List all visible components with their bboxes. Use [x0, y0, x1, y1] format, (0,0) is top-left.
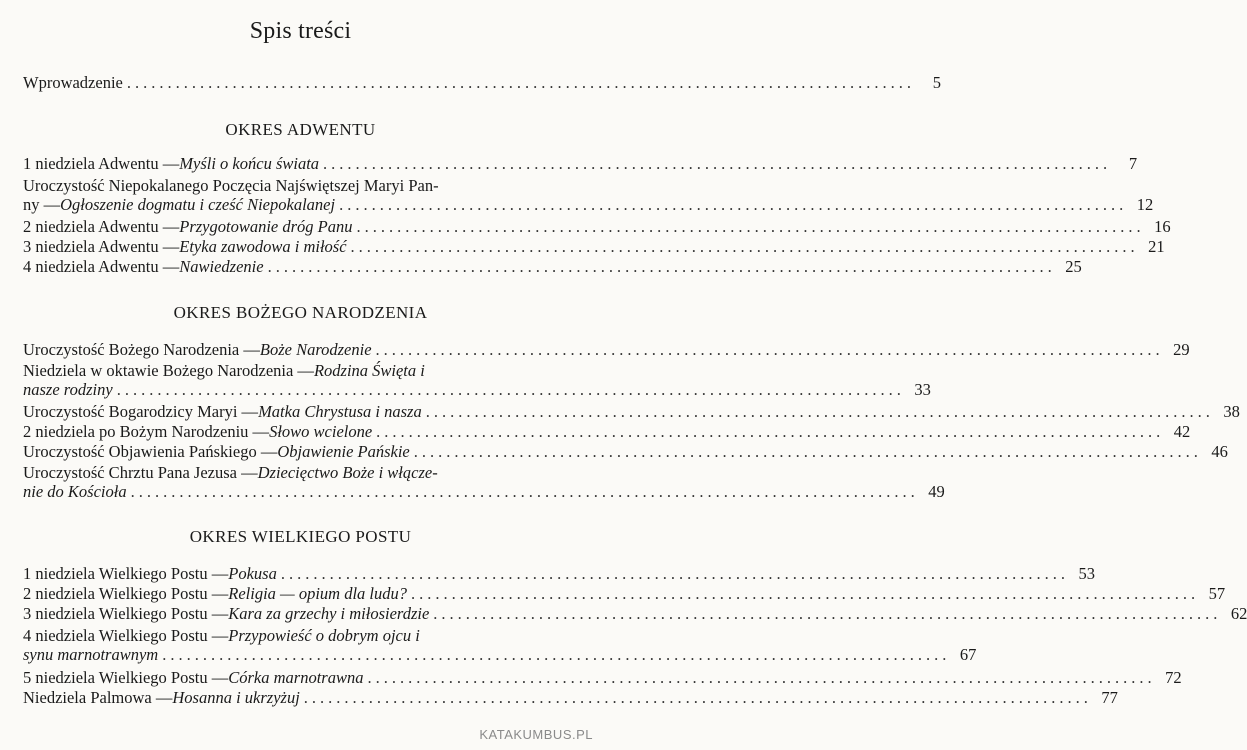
entry-subtitle: Dziecięctwo Boże i włącze- — [257, 463, 438, 482]
entry-subtitle-continued: synu marnotrawnym — [23, 645, 159, 664]
entry-title: 4 niedziela Wielkiego Postu — — [23, 626, 229, 645]
toc-entry — [23, 217, 1171, 236]
entry-subtitle: Etyka zawodowa i miłość — [179, 237, 347, 256]
leader-dots: ................................................................................................. — [280, 564, 1069, 583]
page-number: 46 — [1211, 442, 1228, 461]
leader-dots: ................................................................................................. — [267, 257, 1056, 276]
section-heading: OKRES ADWENTU — [225, 120, 376, 139]
leader-dots: ................................................................................................. — [411, 584, 1200, 603]
page-number: 67 — [959, 645, 977, 664]
page-number: 12 — [1136, 195, 1154, 214]
page-number: 72 — [1165, 668, 1182, 687]
leader-dots: ................................................................................................. — [413, 442, 1202, 461]
entry-title: 3 niedziela Adwentu — — [23, 237, 180, 256]
entry-title-continued: ny — — [23, 195, 61, 214]
toc-entry — [23, 257, 1082, 276]
entry-subtitle: Przygotowanie dróg Panu — [179, 217, 353, 236]
entry-title: Niedziela w oktawie Bożego Narodzenia — — [23, 361, 314, 380]
leader-dots: ................................................................................................. — [130, 482, 919, 501]
leader-dots: ................................................................................................. — [126, 73, 915, 92]
toc-entry — [23, 154, 1138, 173]
toc-entry — [23, 584, 1226, 603]
toc-entry — [23, 688, 1118, 707]
section-heading: OKRES WIELKIEGO POSTU — [189, 527, 412, 546]
leader-dots: ................................................................................................. — [375, 340, 1164, 359]
entry-title: 2 niedziela po Bożym Narodzeniu — — [23, 422, 270, 441]
entry-subtitle: Przypowieść o dobrym ojcu i — [228, 626, 420, 645]
entry-subtitle: Religia — opium dla ludu? — [228, 584, 407, 603]
leader-dots: ................................................................................................. — [339, 195, 1128, 214]
page-number: 57 — [1208, 584, 1226, 603]
entry-title: 4 niedziela Adwentu — — [23, 257, 180, 276]
toc-entry — [23, 564, 1095, 583]
toc-entry — [23, 402, 1240, 421]
toc-entry — [23, 176, 1154, 214]
entry-subtitle: Rodzina Święta i — [313, 361, 425, 380]
entry-subtitle: Nawiedzenie — [179, 257, 264, 276]
entry-title: 5 niedziela Wielkiego Postu — — [23, 668, 229, 687]
entry-subtitle: Pokusa — [228, 564, 277, 583]
entry-subtitle: Myśli o końcu świata — [179, 154, 320, 173]
entry-title: Uroczystość Niepokalanego Poczęcia Najświętszej Maryi Pan- — [23, 176, 439, 195]
entry-subtitle: Objawienie Pańskie — [277, 442, 410, 461]
entry-subtitle: Córka marnotrawna — [228, 668, 364, 687]
toc-entry — [23, 626, 977, 664]
page-title: Spis treści — [249, 18, 352, 44]
toc-entry — [23, 422, 1191, 441]
entry-subtitle: Ogłoszenie dogmatu i cześć Niepokalanej — [60, 195, 336, 214]
entry-subtitle: Słowo wcielone — [269, 422, 373, 441]
entry-title: 2 niedziela Adwentu — — [23, 217, 180, 236]
leader-dots: ................................................................................................. — [116, 380, 905, 399]
leader-dots: ................................................................................................. — [162, 645, 951, 664]
leader-dots: ................................................................................................. — [323, 154, 1112, 173]
entry-title: 2 niedziela Wielkiego Postu — — [23, 584, 229, 603]
page-number: 62 — [1230, 604, 1247, 623]
toc-entry — [23, 340, 1190, 359]
entry-subtitle: Hosanna i ukrzyżuj — [172, 688, 300, 707]
entry-label: Wprowadzenie — [23, 73, 123, 92]
page-number: 7 — [1128, 154, 1138, 173]
entry-title: Uroczystość Bożego Narodzenia — — [23, 340, 260, 359]
toc-entry — [23, 604, 1247, 623]
toc-entry-intro — [23, 73, 941, 92]
page-number: 25 — [1065, 257, 1082, 276]
toc-entry — [23, 668, 1182, 687]
page-number: 49 — [928, 482, 945, 501]
entry-title: Niedziela Palmowa — — [23, 688, 173, 707]
leader-dots: ................................................................................................. — [376, 422, 1165, 441]
section-heading: OKRES BOŻEGO NARODZENIA — [173, 303, 428, 322]
page-number: 33 — [914, 380, 931, 399]
leader-dots: ................................................................................................. — [367, 668, 1156, 687]
entry-title: Uroczystość Objawienia Pańskiego — — [23, 442, 278, 461]
page-number: 38 — [1223, 402, 1240, 421]
page-number: 21 — [1148, 237, 1165, 256]
entry-subtitle-continued: nasze rodziny — [23, 380, 113, 399]
watermark: KATAKUMBUS.PL — [479, 727, 593, 742]
page-number: 53 — [1078, 564, 1095, 583]
toc-entry — [23, 237, 1165, 256]
toc-entry — [23, 442, 1228, 461]
entry-title: 1 niedziela Wielkiego Postu — — [23, 564, 229, 583]
entry-subtitle-continued: nie do Kościoła — [23, 482, 127, 501]
leader-dots: ................................................................................................. — [303, 688, 1092, 707]
page-number: 16 — [1154, 217, 1171, 236]
page-number: 77 — [1101, 688, 1118, 707]
leader-dots: ................................................................................................. — [425, 402, 1214, 421]
entry-subtitle: Boże Narodzenie — [259, 340, 372, 359]
entry-subtitle: Kara za grzechy i miłosierdzie — [228, 604, 430, 623]
page-number: 42 — [1173, 422, 1191, 441]
entry-title: Uroczystość Bogarodzicy Maryi — — [23, 402, 259, 421]
entry-title: Uroczystość Chrztu Pana Jezusa — — [23, 463, 258, 482]
toc-entry — [23, 463, 945, 501]
leader-dots: ................................................................................................. — [433, 604, 1222, 623]
toc-entry — [23, 361, 931, 399]
leader-dots: ................................................................................................. — [356, 217, 1145, 236]
page-number: 29 — [1173, 340, 1190, 359]
entry-subtitle: Matka Chrystusa i nasza — [258, 402, 422, 421]
entry-title: 3 niedziela Wielkiego Postu — — [23, 604, 229, 623]
page-number: 5 — [932, 73, 941, 92]
entry-title: 1 niedziela Adwentu — — [23, 154, 180, 173]
leader-dots: ................................................................................................. — [350, 237, 1139, 256]
